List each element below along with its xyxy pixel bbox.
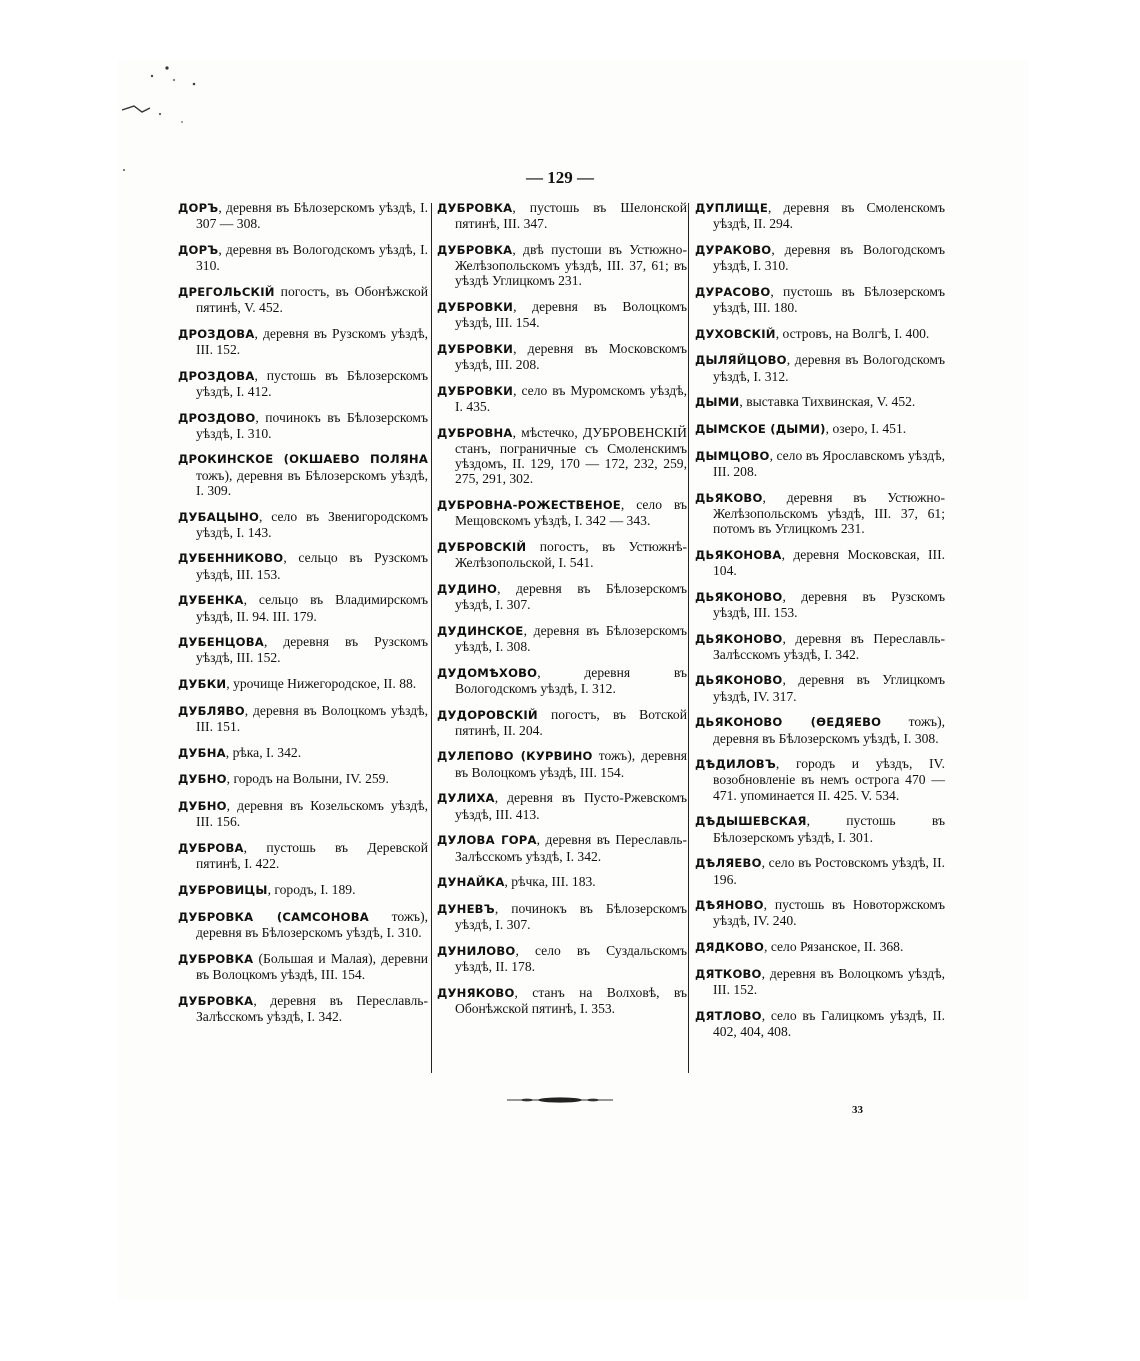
ornament-rule [505,1095,615,1105]
headword: ДѢДЫШЕВСКАЯ [695,814,807,829]
index-entry [437,425,687,487]
headword: ДУБРОВКА [178,951,254,966]
index-column-3 [695,200,945,1050]
entry-text: , озеро, I. 451. [825,421,907,437]
entry-text: , село въ Ярославскомъ уѣздѣ, III. 208. [713,447,945,479]
headword: ДУНЯКОВО [437,985,515,1000]
index-entry [437,383,687,414]
headword: ДУБРОВКИ [437,300,514,315]
headword: ДУБРОВНА [437,425,513,440]
index-entry [437,623,687,654]
headword: ДУБЕНЦОВА [178,635,264,650]
headword: ДЬЯКОНОВО [695,589,783,604]
index-entry [437,985,687,1016]
entry-text: тожъ), деревня въ Бѣлозерскомъ уѣздѣ, I. 310. [196,908,428,940]
index-entry [437,832,687,863]
headword: ДУДОРОВСКІЙ [437,707,538,722]
headword: ДРОЗДОВА [178,326,255,341]
index-entry [178,951,428,982]
headword: ДУБЕННИКОВО [178,551,284,566]
entry-text: , деревня въ Рузскомъ уѣздѣ, III. 152. [196,634,428,666]
entry-text: , урочище Нижегородское, II. 88. [226,676,417,692]
entry-text: , деревня въ Бѣлозерскомъ уѣздѣ, I. 307 — 308. [196,200,428,232]
entry-text: , деревня въ Волоцкомъ уѣздѣ, III. 154. [455,299,687,331]
entry-text: , деревня въ Переславль-Залѣсскомъ уѣздѣ, I. 342. [196,992,428,1024]
index-entry [695,421,945,437]
headword: ДУЛОВА ГОРА [437,833,537,848]
index-entry [178,284,428,315]
entry-text: , двѣ пустоши въ Устюжно-Желѣзопольскомъ уѣздѣ, III. 37, 61; въ уѣздѣ Углицкомъ 231. [455,241,687,289]
index-entry [437,299,687,330]
headword: ДЯТЛОВО [695,1008,762,1023]
entry-text: , деревня въ Московскомъ уѣздѣ, III. 208. [455,340,687,373]
headword: ДРЕГОЛЬСКІЙ [178,284,275,299]
headword: ДУБЕНКА [178,593,244,608]
index-entry [178,550,428,581]
entry-text: погостъ, въ Устюжнѣ-Желѣзопольской, I. 541. [455,538,687,571]
headword: ДУНЕВЪ [437,901,495,916]
index-entry [178,410,428,441]
headword: ДЫЛЯЙЦОВО [695,353,787,368]
headword: ДУБНО [178,772,227,787]
index-entry [437,790,687,821]
entry-text: , деревня въ Углицкомъ уѣздѣ, IV. 317. [713,672,945,704]
index-entry [695,897,945,928]
headword: ДЬЯКОНОВО (ѲЕДЯЕВО [695,715,882,730]
index-entry [178,326,428,357]
entry-text: , село въ Муромскомъ уѣздѣ, I. 435. [455,382,687,415]
index-entry [437,341,687,372]
entry-text: , деревня въ Рузскомъ уѣздѣ, III. 152. [196,325,428,357]
index-entry [178,200,428,231]
headword: ДЫМЦОВО [695,448,770,463]
entry-text: , пустошь въ Бѣлозерскомъ уѣздѣ, I. 301. [713,813,945,845]
index-entry [178,798,428,829]
entry-text: , деревня въ Вологодскомъ уѣздѣ, I. 312. [455,664,687,696]
headword: ДѢЯНОВО [695,898,764,913]
index-entry [178,882,428,898]
index-entry [695,200,945,231]
entry-text: , деревня въ Вологодскомъ уѣздѣ, I. 310. [196,241,428,274]
index-entry [695,631,945,662]
headword: ДУХОВСКІЙ [695,326,776,341]
index-entry [437,748,687,779]
entry-text: , деревня въ Вологодскомъ уѣздѣ, I. 310. [713,241,945,274]
index-entry [178,509,428,540]
entry-text: , деревня въ Переславль-Залѣсскомъ уѣздѣ, I. 342. [455,832,687,864]
headword: ДУЛЕПОВО (КУРВИНО [437,749,593,764]
headword: ДРОЗДОВО [178,410,256,425]
entry-text: , село въ Мещовскомъ уѣздѣ, I. 342 — 343. [455,497,687,529]
index-entry [695,855,945,886]
entry-text: , деревня въ Переславль-Залѣсскомъ уѣздѣ, I. 342. [713,630,945,662]
entry-text: , станъ на Волховѣ, въ Обонѣжской пятинѣ, I. 353. [455,984,687,1016]
entry-text: , починокъ въ Бѣлозерскомъ уѣздѣ, I. 310. [196,409,428,441]
index-entry [437,581,687,612]
headword: ДУБРОВКА [437,201,513,215]
index-entry [695,714,945,745]
index-entry [178,909,428,940]
entry-text: , деревня въ Смоленскомъ уѣздѣ, II. 294. [713,200,945,232]
index-entry [437,874,687,890]
index-entry [695,813,945,844]
headword: ДУБРОВА [178,841,244,856]
entry-text: , деревня въ Рузскомъ уѣздѣ, III. 153. [713,588,945,620]
headword: ДЯТКОВО [695,966,762,981]
entry-text: , деревня въ Бѣлозерскомъ уѣздѣ, I. 307. [455,580,687,613]
entry-text: , село Рязанское, II. 368. [764,939,904,955]
headword: ДУЛИХА [437,791,495,806]
signature-mark: 33 [852,1104,863,1116]
headword: ДУБКИ [178,677,227,692]
index-entry [178,592,428,623]
headword: ДЯДКОВО [695,940,765,955]
entry-text: погостъ, въ Вотской пятинѣ, II. 204. [455,706,687,738]
index-column-1 [178,200,428,1034]
index-entry [437,539,687,570]
headword: ДУБРОВКИ [437,383,514,398]
entry-text: , починокъ въ Бѣлозерскомъ уѣздѣ, I. 307. [455,900,687,933]
column-rule [431,203,432,1073]
entry-text: (Большая и Малая), деревни въ Волоцкомъ уѣздѣ, III. 154. [196,950,428,982]
headword: ДЫМИ [695,395,740,410]
entry-text: , деревня въ Волоцкомъ уѣздѣ, III. 151. [196,702,428,735]
index-entry [437,497,687,528]
headword: ДОРЪ [178,242,219,257]
entry-text: , мѣстечко, ДУБРОВЕНСКІЙ станъ, пограничные съ Смоленскимъ уѣздомъ, II. 129, 170 — 172, 232, 259, 275, 291, 302. [455,424,687,487]
index-entry [437,707,687,738]
entry-text: , выставка Тихвинская, V. 452. [739,394,916,410]
entry-text: , село въ Галицкомъ уѣздѣ, II. 402, 404, 408. [713,1007,945,1039]
index-entry [178,993,428,1024]
index-entry [695,490,945,537]
index-entry [695,939,945,955]
index-entry [695,394,945,410]
headword: ДОРЪ [178,201,219,215]
headword: ДУБРОВКИ [437,341,514,356]
headword: ДУБРОВКА (САМСОНОВА [178,909,369,924]
index-column-2 [437,200,687,1027]
entry-text: , сельцо въ Владимирскомъ уѣздѣ, II. 94. III. 179. [196,592,428,624]
entry-text: , деревня въ Пусто-Ржевскомъ уѣздѣ, III. 413. [455,790,687,822]
entry-text: , деревня въ Бѣлозерскомъ уѣздѣ, I. 308. [455,622,687,654]
index-entry [695,284,945,315]
index-entry [695,448,945,479]
headword: ДУБРОВНА-РОЖЕСТВЕНОЕ [437,498,621,513]
margin-specks [112,62,222,182]
entry-text: , городъ и уѣздъ, IV. возобновленіе въ немъ острога 470 — 471. упоминается II. 425. V. 534. [713,756,945,803]
index-entry [178,676,428,692]
entry-text: , пустошь въ Бѣлозерскомъ уѣздѣ, I. 412. [196,367,428,399]
entry-text: , деревня Московская, III. 104. [713,546,945,578]
index-entry [695,326,945,342]
index-entry [695,672,945,703]
headword: ДЬЯКОНОВО [695,631,783,646]
headword: ДУРАКОВО [695,242,772,257]
index-entry [695,589,945,620]
entry-text: , деревня въ Вологодскомъ уѣздѣ, I. 312. [713,352,945,384]
entry-text: , село въ Ростовскомъ уѣздѣ, II. 196. [713,855,945,887]
entry-text: тожъ), деревня въ Бѣлозерскомъ уѣздѣ, I. 308. [713,714,945,746]
headword: ДУДОМѢХОВО [437,665,538,680]
index-entry [695,352,945,383]
headword: ДУПЛИЩЕ [695,201,768,215]
entry-text: , село въ Звенигородскомъ уѣздѣ, I. 143. [196,508,428,540]
entry-text: , пустошь въ Шелонской пятинѣ, III. 347. [455,200,687,232]
headword: ДУБРОВСКІЙ [437,539,527,554]
entry-text: , село въ Суздальскомъ уѣздѣ, II. 178. [455,942,687,975]
index-entry [437,943,687,974]
entry-text: , рѣка, I. 342. [225,744,302,760]
headword: ДУДИНО [437,581,498,596]
entry-text: погостъ, въ Обонѣжской пятинѣ, V. 452. [196,283,428,316]
headword: ДЫМСКОЕ (ДЫМИ) [695,422,826,437]
entry-text: , сельцо въ Рузскомъ уѣздѣ, III. 153. [196,550,428,582]
index-entry [695,1008,945,1039]
headword: ДУБЛЯВО [178,703,245,718]
index-entry [695,547,945,578]
entry-text: , городъ, I. 189. [267,882,356,897]
index-entry [178,840,428,871]
index-entry [695,756,945,803]
headword: ДЬЯКОВО [695,490,763,505]
index-entry [178,368,428,399]
headword: ДРОКИНСКОЕ (ОКШАЕВО ПОЛЯНА [178,452,428,467]
entry-text: , пустошь въ Деревской пятинѣ, I. 422. [196,840,428,872]
entry-text: , пустошь въ Новоторжскомъ уѣздѣ, IV. 240. [713,897,945,929]
index-entry [178,242,428,273]
index-entry [695,242,945,273]
headword: ДУНАЙКА [437,875,505,890]
headword: ДУРАСОВО [695,284,771,299]
entry-text: , деревня въ Волоцкомъ уѣздѣ, III. 152. [713,965,945,998]
entry-text: , городъ на Волыни, IV. 259. [226,771,389,787]
entry-text: , рѣчка, III. 183. [504,874,596,890]
headword: ДЬЯКОНОВА [695,547,782,562]
page-number: — 129 — [526,168,594,187]
headword: ДУНИЛОВО [437,943,516,958]
index-entry [178,451,428,498]
index-entry [437,242,687,289]
index-entry [178,703,428,734]
index-entry [437,901,687,932]
index-entry [437,665,687,696]
headword: ДУБНА [178,745,226,760]
headword: ДУБАЦЫНО [178,509,260,524]
entry-text: , деревня въ Козельскомъ уѣздѣ, III. 156. [196,798,428,830]
headword: ДУБРОВКА [437,242,513,257]
headword: ДРОЗДОВА [178,368,255,383]
index-entry [178,771,428,787]
index-entry [437,200,687,231]
headword: ДѢЛЯЕВО [695,856,762,871]
headword: ДУДИНСКОЕ [437,623,524,638]
headword: ДУБРОВИЦЫ [178,883,268,897]
entry-text: , деревня въ Устюжно-Желѣзопольскомъ уѣздѣ, III. 37, 61; потомъ въ Углицкомъ 231. [713,489,945,537]
index-entry [178,634,428,665]
entry-text: тожъ), деревня въ Бѣлозерскомъ уѣздѣ, I. 309. [196,467,428,498]
entry-text: , островъ, на Волгѣ, I. 400. [775,325,930,341]
index-entry [178,745,428,761]
entry-text: тожъ), деревня въ Волоцкомъ уѣздѣ, III. 154. [455,748,687,780]
column-rule [688,203,689,1073]
index-entry [695,966,945,997]
headword: ДУБРОВКА [178,993,254,1008]
headword: ДУБНО [178,799,227,814]
headword: ДѢДИЛОВЪ [695,757,776,772]
headword: ДЬЯКОНОВО [695,673,783,688]
entry-text: , пустошь въ Бѣлозерскомъ уѣздѣ, III. 180. [713,283,945,316]
